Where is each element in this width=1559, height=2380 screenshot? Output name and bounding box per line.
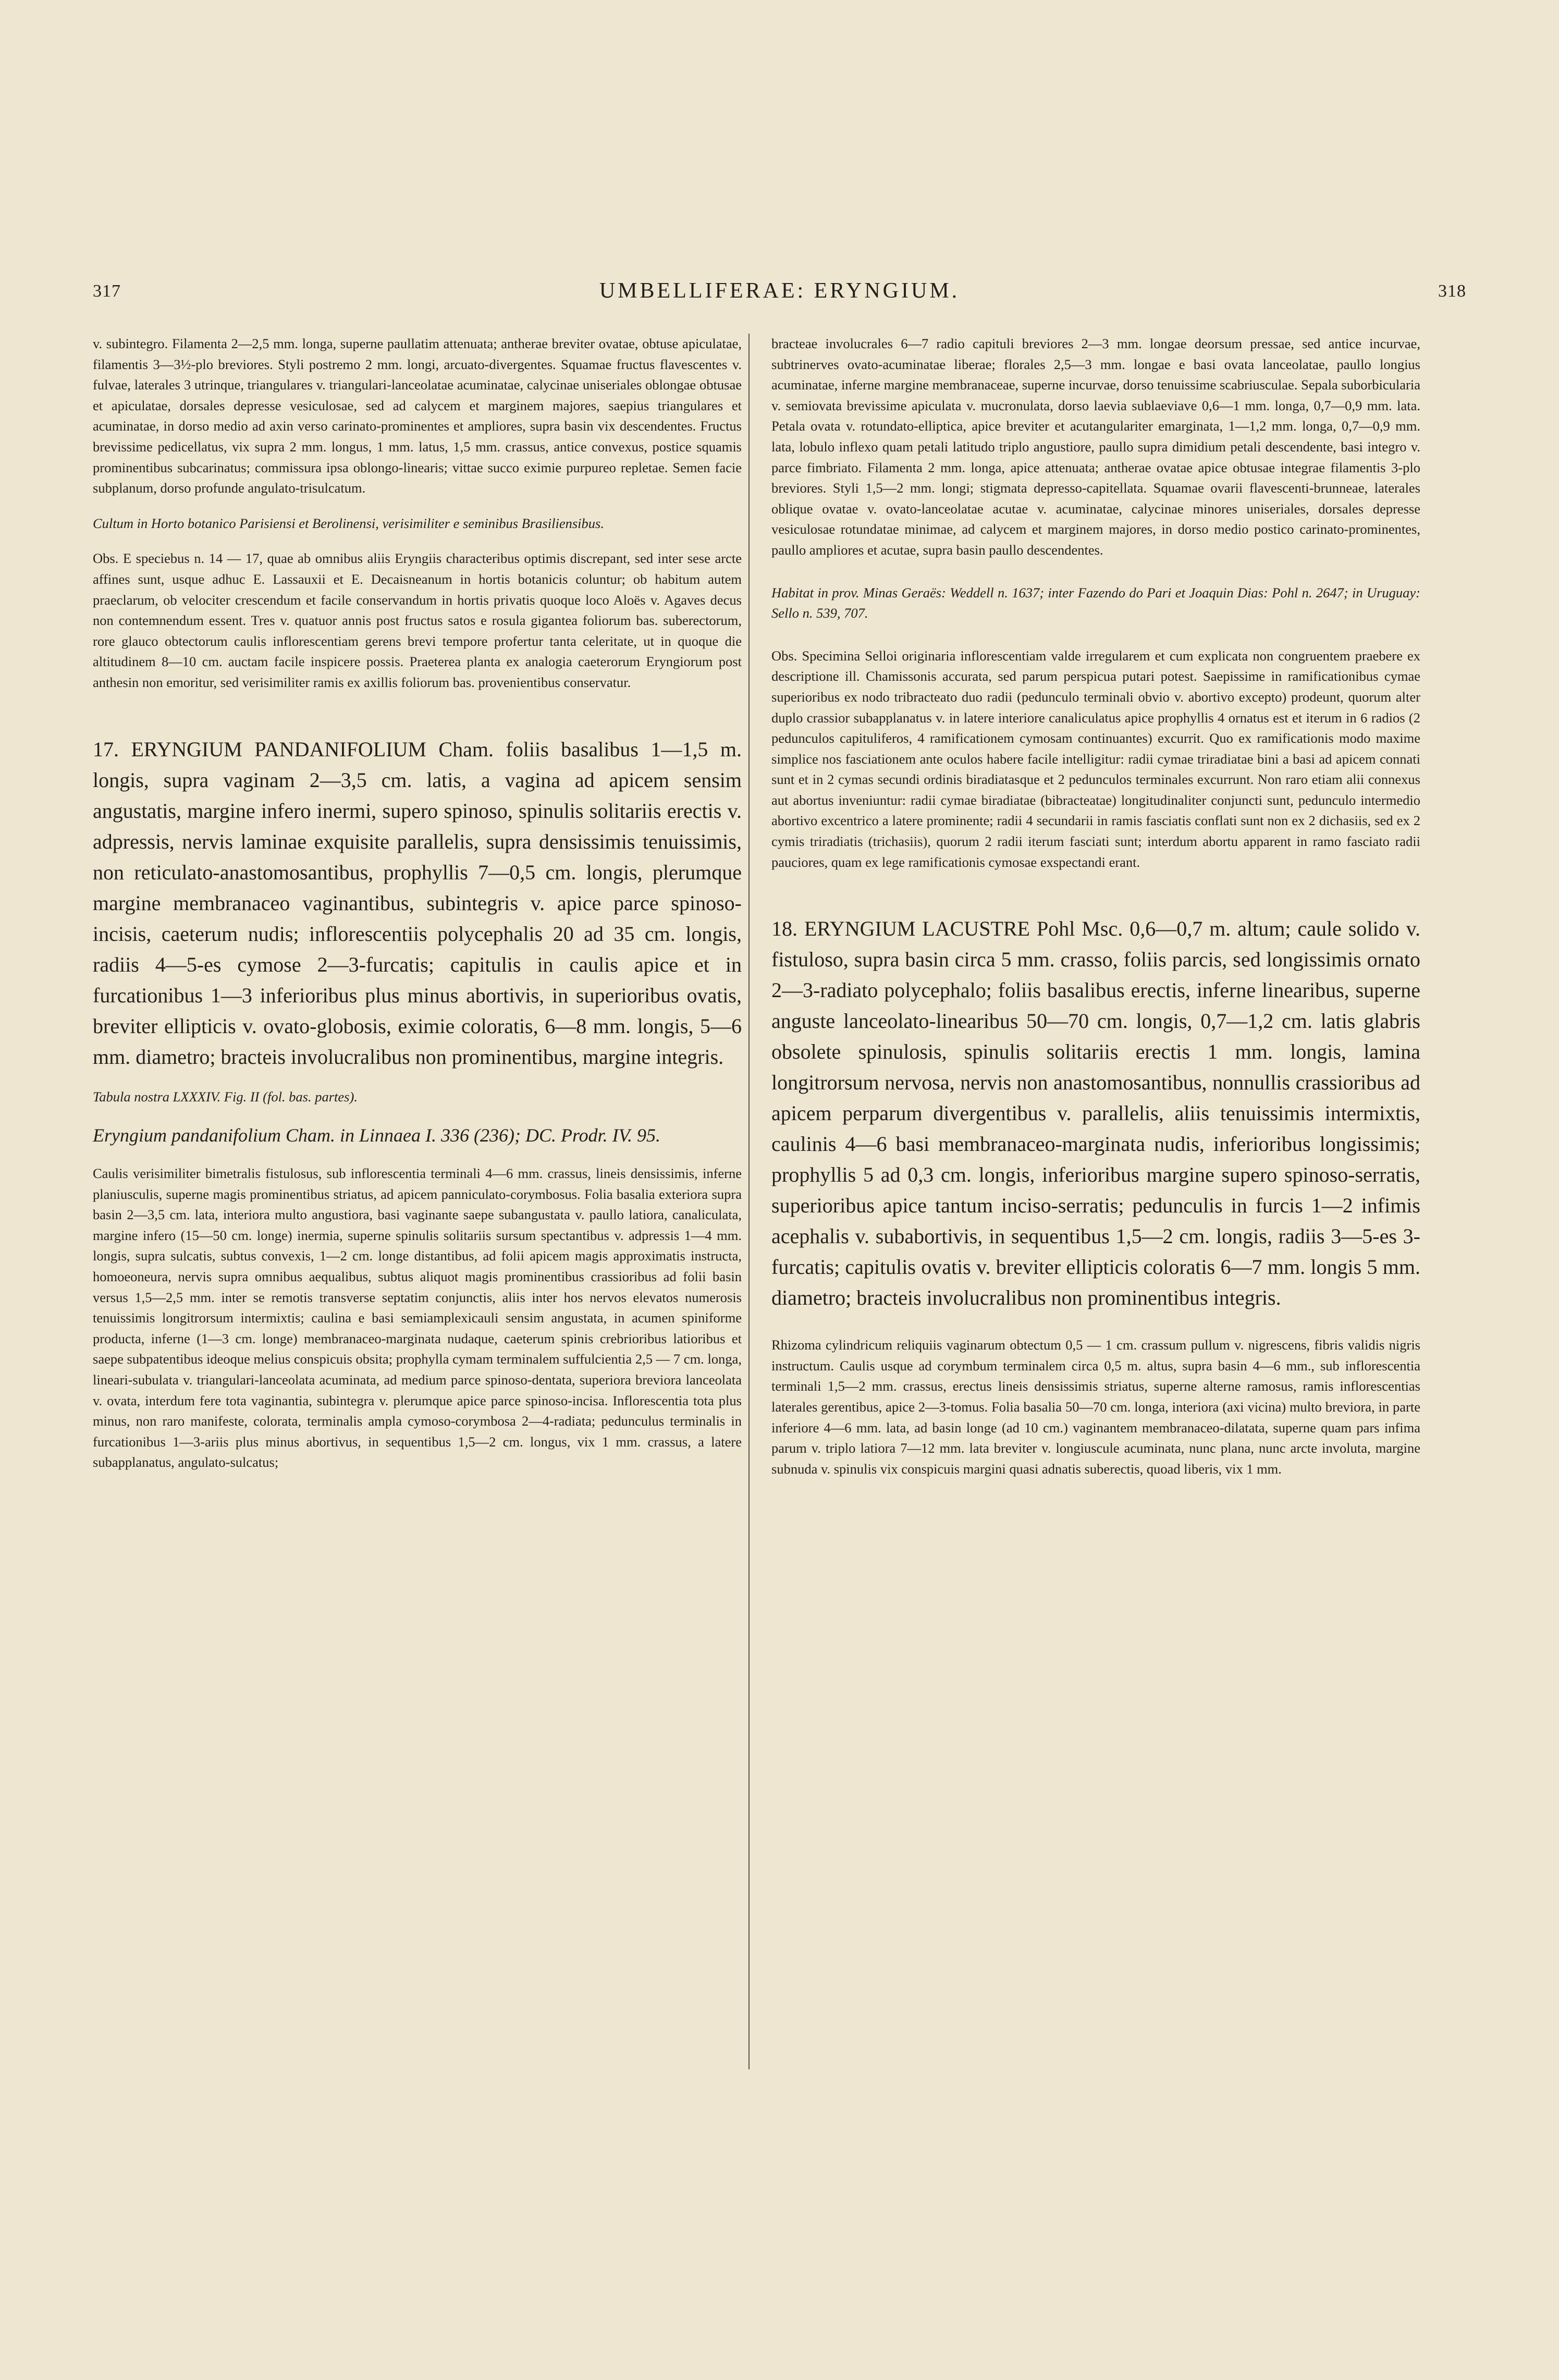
- species-diagnosis: 18. ERYNGIUM LACUSTRE Pohl Msc. 0,6—0,7 m. altum; caule solido v. fistuloso, supra basin circa 5 mm. crasso, foliis parcis, sed longissimis ornato 2—3-radiato polycephalo; foliis basalibus erectis, inferne linearibus, superne anguste lanceolato-linearibus 50—70 cm. longis, 0,7—1,2 cm. latis glabris obsolete spinulosis, spinulis solitariis erectis 1 mm. longis, lamina longitrorsum nervosa, nervis non anastomosantibus, nonnullis crassioribus ad apicem perparum divergentibus v. parallelis, aliis tenuissimis intermixtis, caulinis 4—6 basi membranaceo-marginata nudis, inferioribus longissimis; prophyllis 5 ad 0,3 cm. longis, inferioribus margine supero spinoso-serratis, superioribus apice tantum inciso-serratis; pedunculis in furcis 1—2 infimis acephalis v. subabortivis, in sequentibus 1,5—2 cm. longis, radiis 3—5-es 3-furcatis; capitulis ovatis v. breviter ellipticis coloratis 6—7 mm. longis 5 mm. diametro; bracteis involucralibus non prominentibus integris.: [771, 917, 1420, 1310]
- description-paragraph: Caulis verisimiliter bimetralis fistulosus, sub inflorescentia terminali 4—6 mm. crassus, lineis densissimis, inferne planiusculis, superne magis prominentibus striatus, ad apicem panniculato-corymbosus. Folia basalia exteriora supra basin 2—3,5 cm. lata, interiora multo angustiora, basi vaginante saepe subangustata v. paullo latiora, canaliculata, margine infero (15—50 cm. longe) inermia, superne spinulis solitariis sursum spectantibus v. adpressis 1—4 mm. longis, supra sulcatis, subtus convexis, 1—2 cm. longe distantibus, ad folii apicem magis approximatis instructa, homoeoneura, nervis supra omnibus aequalibus, subtus aliquot magis prominentibus crassioribus ad folii basin versus 1,5—2,5 mm. inter se remotis transverse septatim conjunctis, aliis inter hos nervos elevatos numerosis tenuissimis longitrorsum intermixtis; caulina e basi semiamplexicauli sensim angustata, in acumen spiniforme producta, inferne (1—3 cm. longe) membranaceo-marginata nudaque, caeterum spinis crebrioribus latioribus et saepe subpatentibus ideoque melius conspicuis obsita; prophylla cymam terminalem suffulcientia 2,5 — 7 cm. longa, lineari-subulata v. triangulari-lanceolata acuminata, ad medium parce spinoso-dentata, superiora breviora lanceolata v. ovata, interdum fere tota vaginantia, subintegra v. plerumque apice parce spinoso-incisa. Inflorescentia tota plus minus, non raro manifeste, colorata, terminalis ampla cymoso-corymbosa 2—4-radiata; pedunculus terminalis in furcationibus 1—3-ariis plus minus abortivus, in sequentibus 1,5—2 cm. longus, vix 1 mm. crassus, a latere subapplanatus, angulato-sulcatus;: [93, 1166, 742, 1470]
- description-paragraph: bracteae involucrales 6—7 radio capituli breviores 2—3 mm. longae deorsum pressae, sed antice incurvae, subtrinerves ovato-acuminatae liberae; florales 2,5—3 mm. longae e basi ovata lanceolatae, paullo longius acuminatae, inferne margine membranaceae, superne incurvae, dorso tenuissime scabriusculae. Sepala suborbicularia v. semiovata brevissime apiculata v. mucronulata, dorso laevia sublaeviave 0,6—1 mm. longa, 0,7—0,9 mm. lata. Petala ovata v. rotundato-elliptica, apice breviter et acutangulariter emarginata, 1—1,2 mm. longa, 0,7—0,9 mm. lata, lobulo inflexo quam petali latitudo triplo angustiore, paullo supra dimidium petali descendente, basi integro v. parce fimbriato. Filamenta 2 mm. longa, apice attenuata; antherae ovatae apice obtusae integrae filamentis 3-plo breviores. Styli 1,5—2 mm. longi; stigmata depresso-capitellata. Squamae ovarii flavescenti-brunneae, laterales oblique ovatae v. ovato-lanceolatae acutae v. acuminatae, calycinae minores uniseriales, dorsales depresse vesiculosae rotundatae minimae, ad calycem et marginem majores, in dorso medio postico carinato-prominentes, paullo ampliores et acutae, supra basin paullo descendentes.: [771, 336, 1420, 558]
- species-diagnosis: 17. ERYNGIUM PANDANIFOLIUM Cham. foliis basalibus 1—1,5 m. longis, supra vaginam 2—3,5 cm. latis, a vagina ad apicem sensim angustatis, margine infero inermi, supero spinoso, spinulis solitariis erectis v. adpressis, nervis laminae exquisite parallelis, supra densissimis tenuissimis, non reticulato-anastomosantibus, prophyllis 7—0,5 cm. longis, plerumque margine membranaceo vaginantibus, subintegris v. apice parce spinoso-incisis, caeterum nudis; inflorescentiis polycephalis 20 ad 35 cm. longis, radiis 4—5-es cymose 2—3-furcatis; capitulis in caulis apice et in furcationibus 1—3 inferioribus plus minus abortivis, in superioribus ovatis, breviter ellipticis v. ovato-globosis, eximie coloratis, 6—8 mm. longis, 5—6 mm. diametro; bracteis involucralibus non prominentibus, margine integris.: [93, 737, 742, 1069]
- page-number-right: 318: [1438, 281, 1466, 301]
- page-number-left: 317: [93, 281, 121, 301]
- left-column: [93, 334, 742, 1473]
- synonymy-citation: Eryngium pandanifolium Cham. in Linnaea I. 336 (236); DC. Prodr. IV. 95.: [93, 1125, 660, 1146]
- habitat-note: Cultum in Horto botanico Parisiensi et Berolinensi, verisimiliter e seminibus Brasiliensibus.: [93, 515, 604, 531]
- plate-reference: Tabula nostra LXXXIV. Fig. II (fol. bas. partes).: [93, 1088, 358, 1105]
- habitat-note: Habitat in prov. Minas Geraës: Weddell n. 1637; inter Fazendo do Pari et Joaquin Dias: Pohl n. 2647; in Uruguay: Sello n. 539, 707.: [771, 584, 1420, 621]
- right-column: [771, 334, 1420, 1479]
- column-divider: [748, 334, 750, 2069]
- running-title: UMBELLIFERAE: ERYNGIUM.: [599, 279, 960, 303]
- page-header: [0, 281, 1559, 313]
- observation-paragraph: Obs. E speciebus n. 14 — 17, quae ab omnibus aliis Eryngiis characteribus optimis discrepant, sed inter sese arcte affines sunt, usque adhuc E. Lassauxii et E. Decaisneanum in hortis botanicis coluntur; ob habitum autem praeclarum, ob velociter crescendum et facile conservandum in hortis privatis quoque loco Aloës v. Agaves decus non contemnendum essent. Tres v. quatuor annis post fructus satos e rosula gigantea foliorum bas. suberectorum, rore glauco obtectorum caulis inflorescentiam gerens brevi tempore profertur tanta celeritate, ut in quoque die altitudinem 8—10 cm. auctam facile inspicere possis. Praeterea planta ex analogia caeterorum Eryngiorum post anthesin non emoritur, sed verisimiliter ramis ex axillis foliorum bas. provenientibus conservatur.: [93, 550, 742, 690]
- observation-paragraph: Obs. Specimina Selloi originaria inflorescentiam valde irregularem et cum explicata non congruentem praebere ex descriptione ill. Chamissonis accurata, sed parum perspicua putari potest. Saepissime in ramificationibus cymae superioribus ex nodo tribracteato duo radii (pedunculo terminali obvio v. abortivo excepto) prodeunt, quorum alter duplo crassior subapplanatus v. in latere interiore canaliculatus apice prophyllis 4 ornatus est et iterum in 6 radios (2 pedunculos capituliferos, 4 ramificationem cymosam continuantes) excurrit. Quo ex ramificationis modo maxime simplice nos fasciationem ante oculos habere facile intelligitur: radii cymae triradiatae bini a basi ad apicem connati sunt et in 2 cymas secundi ordinis biradiatasque et 2 pedunculos terminales excurrunt. Non raro etiam alii connexus aut abortus inveniuntur: radii cymae biradiatae (bibracteatae) longitudinaliter conjuncti sunt, pedunculo intermedio abortivo excentrico a latere prominente; radii 4 secundarii in ramis fasciatis conflati sunt non ex 2 dichasiis, sed ex 2 cymis triradiatis (trichasiis), quorum 2 radii iterum fasciati sunt; interdum abortu apparent in ramo fasciato radii pauciores, quam ex lege ramificationis cymosae exspectandi erant.: [771, 647, 1420, 870]
- description-paragraph: Rhizoma cylindricum reliquiis vaginarum obtectum 0,5 — 1 cm. crassum pullum v. nigrescens, fibris validis nigris instructum. Caulis usque ad corymbum terminalem circa 0,5 m. altus, supra basin 4—6 mm., sub inflorescentia terminali 1,5—2 mm. crassus, erectus lineis densissimis striatus, superne alterne ramosus, ramis inflorescentias laterales gerentibus, apice 2—3-tomus. Folia basalia 50—70 cm. longa, interiora (axi vicina) multo breviora, in parte inferiore 4—6 mm. lata, ad basin longe (ad 10 cm.) vaginantem membranaceo-dilatata, superne quam pars infima parum v. triplo latiora 7—12 mm. lata breviter v. longiuscule acuminata, nunc plana, nunc arcte involuta, margine subnuda v. spinulis vix conspicuis margini quasi adnatis suberectis, quoad liberis, vix 1 mm.: [771, 1337, 1420, 1477]
- description-paragraph: v. subintegro. Filamenta 2—2,5 mm. longa, superne paullatim attenuata; antherae breviter ovatae, obtuse apiculatae, filamentis 3—3½-plo breviores. Styli postremo 2 mm. longi, arcuato-divergentes. Squamae fructus flavescentes v. fulvae, laterales 3 utrinque, triangulares v. triangulari-lanceolatae acuminatae, calycinae uniseriales oblongae obtusae et apiculatae, dorsales depresse vesiculosae, sed ad calycem et marginem majores, saepius triangulares et acuminatae, in dorso medio ad axin verso carinato-prominentes et ampliores, supra basin vix descendentes. Fructus brevissime pedicellatus, vix supra 2 mm. longus, 1 mm. latus, 1,5 mm. crassus, antice convexus, postice squamis prominentibus subcarinatus; commissura ipsa oblongo-linearis; vittae succo eximie purpureo repletae. Semen facie subplanum, dorso profunde angulato-trisulcatum.: [93, 336, 742, 496]
